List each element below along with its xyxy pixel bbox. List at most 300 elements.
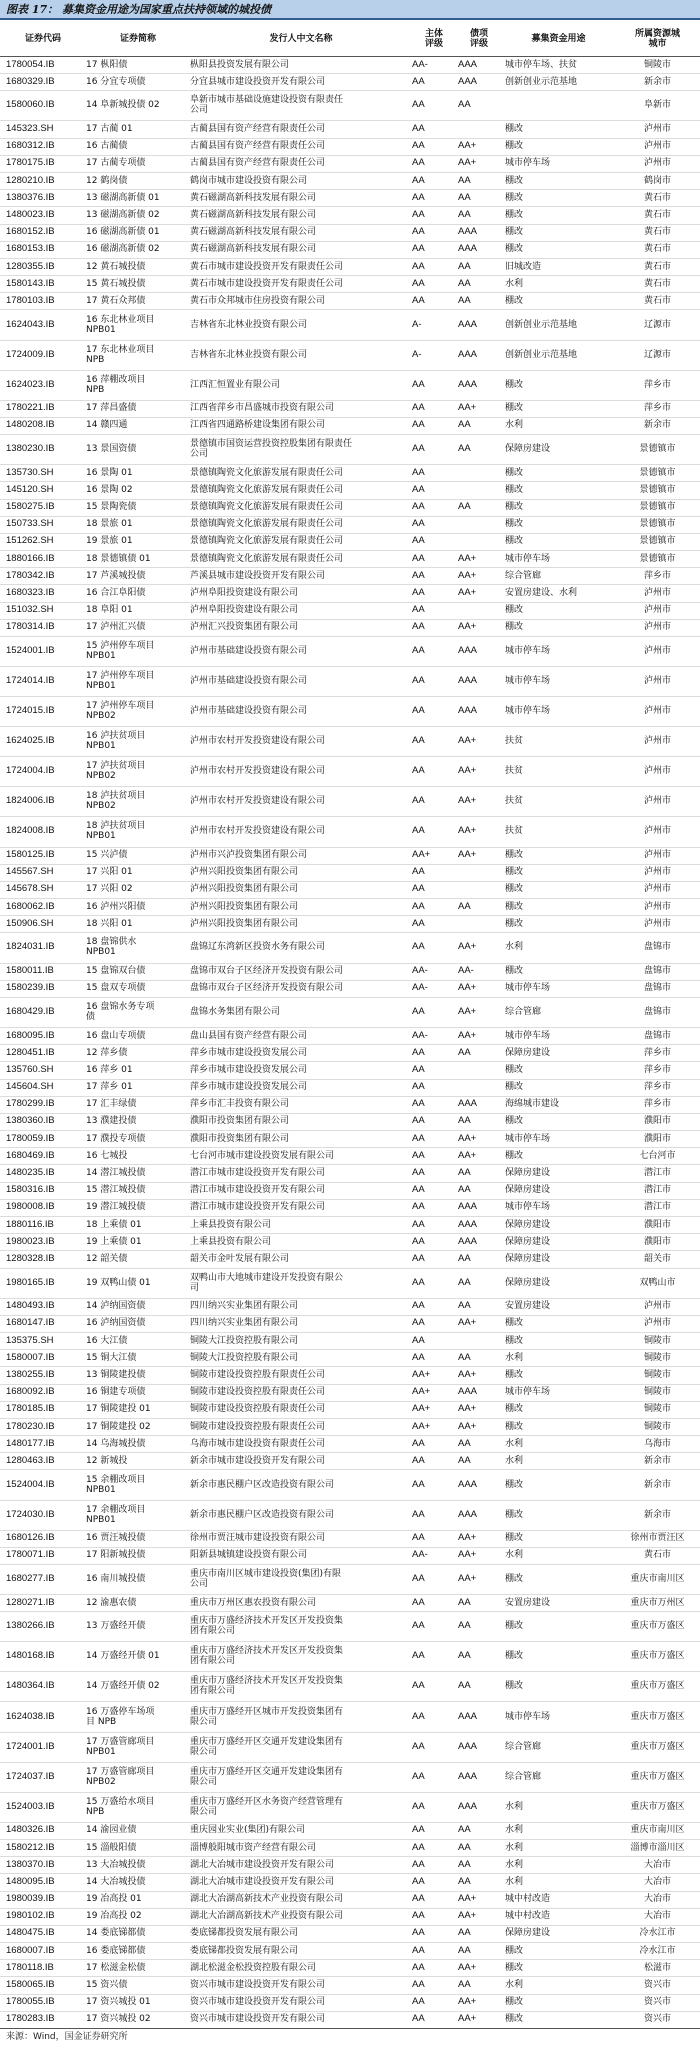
- cell-city: 重庆市万盛区: [630, 1621, 685, 1632]
- table-row: [0, 1164, 700, 1182]
- cell-city: 泸州市: [643, 766, 671, 777]
- header-issuer-rating: 主体 评级: [424, 29, 443, 49]
- cell-bond-rating: AA+: [458, 1996, 477, 2008]
- cell-issuer-rating: AA: [412, 1979, 425, 1991]
- cell-bond-rating: AA: [458, 1351, 471, 1363]
- cell-city: 乌海市: [643, 1438, 671, 1449]
- cell-issuer-rating: AA: [412, 866, 425, 878]
- cell-bond-rating: [458, 516, 500, 533]
- cell-name: 17 铜陵建投 01: [86, 1404, 151, 1415]
- cell-issuer: 江西汇恒置业有限公司: [190, 379, 281, 390]
- cell-issuer: 重庆市万盛经开区水务资产经营管理有 限公司: [190, 1796, 344, 1817]
- cell-code: 1580316.IB: [6, 1184, 55, 1196]
- cell-issuer-rating: AA: [412, 1532, 425, 1544]
- cell-issuer-rating: AA: [412, 99, 425, 111]
- cell-issuer: 泸州市农村开发投资建设有限公司: [190, 736, 326, 747]
- cell-code: 1780071.IB: [6, 1549, 55, 1561]
- cell-fund-use: 保障房建设: [505, 1253, 551, 1264]
- cell-issuer: 湖北大冶湖高新技术产业投资有限公司: [190, 1894, 344, 1905]
- cell-issuer-rating: A-: [412, 348, 422, 360]
- cell-bond-rating: AA: [458, 419, 471, 431]
- cell-fund-use: 城市停车场: [505, 983, 551, 994]
- cell-code: 1480235.IB: [6, 1167, 55, 1179]
- cell-issuer-rating: A-: [412, 318, 422, 330]
- cell-bond-rating: AAA: [458, 243, 478, 255]
- cell-fund-use: 棚改: [505, 175, 524, 186]
- cell-fund-use: [505, 90, 615, 120]
- cell-name: 15 铜大江债: [86, 1352, 137, 1363]
- cell-bond-rating: AAA: [458, 75, 478, 87]
- table-row: [0, 1701, 700, 1732]
- cell-issuer: 萍乡市汇丰投资有限公司: [190, 1099, 290, 1110]
- cell-city: 黄石市: [643, 209, 671, 220]
- cell-issuer-rating: AA: [412, 1081, 425, 1093]
- table-row: [0, 1671, 700, 1702]
- cell-issuer: 四川纳兴实业集团有限公司: [190, 1318, 299, 1329]
- cell-city: 黄石市: [643, 227, 671, 238]
- cell-code: 1680007.IB: [6, 1944, 55, 1956]
- cell-issuer-rating: AA: [412, 883, 425, 895]
- cell-issuer: 江西省萍乡市昌盛城市投资有限公司: [190, 403, 335, 414]
- cell-city: 盘锦市: [643, 1006, 671, 1017]
- cell-city: 铜陵市: [643, 1335, 671, 1346]
- table-row: [0, 786, 700, 817]
- cell-code: 1780059.IB: [6, 1132, 55, 1144]
- cell-city: 新余市: [643, 420, 671, 431]
- cell-name: 17 铜陵建投 02: [86, 1421, 151, 1432]
- cell-bond-rating: AA+: [458, 1368, 477, 1380]
- cell-issuer-rating: AA: [412, 569, 425, 581]
- cell-code: 1380360.IB: [6, 1115, 55, 1127]
- cell-issuer-rating: AA: [412, 1910, 425, 1922]
- cell-issuer-rating: AA: [412, 1893, 425, 1905]
- cell-code: 1580007.IB: [6, 1351, 55, 1363]
- cell-name: 13 万盛经开债: [86, 1621, 146, 1632]
- cell-city: 萍乡市: [643, 403, 671, 414]
- cell-bond-rating: AA+: [458, 1132, 477, 1144]
- cell-bond-rating: AAA: [458, 1386, 478, 1398]
- cell-fund-use: 水利: [505, 1352, 524, 1363]
- table-row: [0, 155, 700, 173]
- cell-fund-use: 棚改: [505, 884, 524, 895]
- cell-issuer-rating: AA: [412, 1961, 425, 1973]
- cell-name: 17 阳新城投债: [86, 1550, 146, 1561]
- cell-bond-rating: AA+: [458, 941, 477, 953]
- cell-code: 1680092.IB: [6, 1386, 55, 1398]
- cell-issuer: 重庆市万盛经济技术开发区开发投资集 团有限公司: [190, 1616, 344, 1637]
- cell-name: 16 泸扶贫项目 NPB01: [86, 731, 146, 752]
- cell-issuer: 湖北大冶城市建设投资开发有限公司: [190, 1876, 335, 1887]
- cell-name: 17 汇丰绿债: [86, 1099, 137, 1110]
- cell-code: 1780230.IB: [6, 1420, 55, 1432]
- cell-bond-rating: AAA: [458, 1710, 478, 1722]
- cell-issuer-rating: AA: [412, 1620, 425, 1632]
- cell-name: 17 泸州汇兴债: [86, 622, 146, 633]
- table-row: [0, 1925, 700, 1943]
- cell-issuer-rating: AA: [412, 1115, 425, 1127]
- table-title: 图表 17： 募集资金用途为国家重点扶持领域的城投债: [0, 0, 700, 20]
- cell-code: 1980039.IB: [6, 1893, 55, 1905]
- cell-name: 14 大冶城投债: [86, 1876, 146, 1887]
- cell-issuer-rating: AA: [412, 1858, 425, 1870]
- cell-issuer: 泸州市农村开发投资建设有限公司: [190, 796, 326, 807]
- cell-code: 1824008.IB: [6, 825, 55, 837]
- cell-city: 黄石市: [643, 295, 671, 306]
- table-row: [0, 915, 700, 933]
- cell-issuer: 泸州兴阳投资集团有限公司: [190, 918, 299, 929]
- cell-bond-rating: [458, 1079, 500, 1096]
- cell-code: 1680147.IB: [6, 1317, 55, 1329]
- cell-name: 14 阜新城投债 02: [86, 100, 160, 111]
- cell-issuer: 重庆市南川区城市建设投资(集团)有限 公司: [190, 1569, 342, 1590]
- cell-city: 泸州市: [643, 622, 671, 633]
- cell-city: 资兴市: [643, 1997, 671, 2008]
- cell-issuer-rating: AA: [412, 1252, 425, 1264]
- cell-code: 1680152.IB: [6, 226, 55, 238]
- table-row: [0, 516, 700, 534]
- cell-city: 潜江市: [643, 1202, 671, 1213]
- table-row: [0, 370, 700, 401]
- cell-issuer: 景德镇陶瓷文化旅游发展有限责任公司: [190, 502, 344, 513]
- table-row: [0, 864, 700, 882]
- cell-fund-use: 棚改: [505, 850, 524, 861]
- cell-bond-rating: AA: [458, 1944, 471, 1956]
- cell-bond-rating: AA+: [458, 140, 477, 152]
- cell-fund-use: 创新创业示范基地: [505, 349, 578, 360]
- table-row: [0, 1298, 700, 1316]
- cell-city: 濮阳市: [643, 1133, 671, 1144]
- cell-issuer-rating: AA: [412, 75, 425, 87]
- cell-code: 1880166.IB: [6, 552, 55, 564]
- cell-issuer: 湖北大冶城市建设投资开发有限公司: [190, 1859, 335, 1870]
- cell-name: 15 资兴债: [86, 1980, 128, 1991]
- cell-issuer-rating: AA: [412, 243, 425, 255]
- cell-issuer: 新余市惠民棚户区改造投资有限公司: [190, 1479, 335, 1490]
- table-row: [0, 90, 700, 121]
- cell-fund-use: 水利: [505, 1438, 524, 1449]
- cell-name: 17 资兴城投 01: [86, 1997, 151, 2008]
- cell-code: 1680469.IB: [6, 1149, 55, 1161]
- table-row: [0, 258, 700, 276]
- cell-bond-rating: AA+: [458, 1573, 477, 1585]
- cell-city: 泸州市: [643, 918, 671, 929]
- cell-city: 泸州市: [643, 646, 671, 657]
- cell-issuer-rating: AA: [412, 1841, 425, 1853]
- cell-name: 17 萍昌盛债: [86, 403, 137, 414]
- cell-issuer-rating: AA: [412, 174, 425, 186]
- table-row: [0, 1096, 700, 1114]
- table-row: [0, 1547, 700, 1565]
- cell-name: 17 泸州停车项目 NPB01: [86, 671, 155, 692]
- cell-issuer: 景德镇陶瓷文化旅游发展有限责任公司: [190, 467, 344, 478]
- table-row: [0, 1564, 700, 1595]
- cell-issuer: 潜江市城市建设投资开发有限公司: [190, 1202, 326, 1213]
- cell-code: 1624043.IB: [6, 318, 55, 330]
- cell-name: 17 古蔺 01: [86, 124, 133, 135]
- cell-issuer: 泸州市基础建设投资有限公司: [190, 706, 308, 717]
- table-row: [0, 963, 700, 981]
- cell-city: 冷水江市: [639, 1945, 676, 1956]
- cell-fund-use: 棚改: [505, 605, 524, 616]
- cell-fund-use: 安置房建设、水利: [505, 588, 578, 599]
- cell-code: 1380370.IB: [6, 1858, 55, 1870]
- cell-issuer: 黄石磁湖高新科技发展有限公司: [190, 227, 317, 238]
- cell-issuer: 重庆市万盛经济技术开发区开发投资集 团有限公司: [190, 1646, 344, 1667]
- table-row: [0, 898, 700, 916]
- cell-fund-use: 水利: [505, 942, 524, 953]
- cell-issuer-rating: AA+: [412, 849, 431, 861]
- cell-issuer: 铜陵市建设投资控股有限责任公司: [190, 1369, 326, 1380]
- cell-code: 1680126.IB: [6, 1532, 55, 1544]
- cell-code: 1724009.IB: [6, 348, 55, 360]
- table-row: [0, 1908, 700, 1926]
- cell-issuer-rating: AA: [412, 1276, 425, 1288]
- cell-name: 13 磁湖高新债 02: [86, 209, 160, 220]
- cell-bond-rating: AA: [458, 191, 471, 203]
- cell-fund-use: 棚改: [505, 1945, 524, 1956]
- cell-bond-rating: AAA: [458, 1740, 478, 1752]
- cell-issuer: 江西省四通路桥建设集团有限公司: [190, 420, 326, 431]
- table-row: [0, 1418, 700, 1436]
- cell-name: 16 泸州兴阳债: [86, 901, 146, 912]
- cell-bond-rating: [458, 120, 500, 137]
- cell-city: 重庆市万盛区: [630, 1711, 685, 1722]
- cell-fund-use: 棚改: [505, 867, 524, 878]
- cell-fund-use: 保障房建设: [505, 1185, 551, 1196]
- cell-name: 19 冶高投 02: [86, 1911, 142, 1922]
- cell-name: 12 黄石城投债: [86, 261, 146, 272]
- cell-issuer-rating: AA: [412, 621, 425, 633]
- cell-city: 新余市: [643, 1509, 671, 1520]
- table-row: [0, 1959, 700, 1977]
- cell-name: 16 萍乡 01: [86, 1064, 133, 1075]
- cell-issuer: 上乘县投资有限公司: [190, 1219, 272, 1230]
- cell-bond-rating: AA+: [458, 849, 477, 861]
- cell-code: 1680429.IB: [6, 1005, 55, 1017]
- cell-name: 17 濮投专项债: [86, 1133, 146, 1144]
- table-row: [0, 1366, 700, 1384]
- cell-bond-rating: AA: [458, 1841, 471, 1853]
- cell-name: 17 古蔺专项债: [86, 158, 146, 169]
- cell-name: 15 盘锦双台债: [86, 966, 146, 977]
- cell-issuer-rating: AA-: [412, 982, 428, 994]
- cell-fund-use: 棚改: [505, 141, 524, 152]
- cell-issuer-rating: AA+: [412, 1420, 431, 1432]
- cell-issuer: 芦溪县城市建设投资开发有限公司: [190, 570, 326, 581]
- table-row: [0, 980, 700, 998]
- cell-issuer: 萍乡市城市建设投资发展公司: [190, 1082, 308, 1093]
- table-row: [0, 56, 700, 74]
- cell-name: 18 阜阳 01: [86, 605, 133, 616]
- cell-code: 1624025.IB: [6, 735, 55, 747]
- cell-bond-rating: AA: [458, 1184, 471, 1196]
- cell-city: 泸州市: [643, 605, 671, 616]
- cell-bond-rating: AA: [458, 1300, 471, 1312]
- cell-city: 泸州市: [643, 736, 671, 747]
- cell-city: 泸州市: [643, 588, 671, 599]
- cell-code: 1480095.IB: [6, 1875, 55, 1887]
- cell-name: 14 万盛经开债 02: [86, 1681, 160, 1692]
- cell-issuer: 铜陵大江投资控股有限公司: [190, 1335, 299, 1346]
- table-row: [0, 1500, 700, 1531]
- cell-fund-use: 棚改: [505, 519, 524, 530]
- cell-issuer-rating: AA: [412, 277, 425, 289]
- cell-name: 16 盘锦水务专项 债: [86, 1001, 155, 1022]
- cell-city: 盘锦市: [643, 983, 671, 994]
- cell-issuer: 铜陵市建设投资控股有限责任公司: [190, 1404, 326, 1415]
- cell-bond-rating: AA: [458, 1167, 471, 1179]
- cell-issuer-rating: AA: [412, 1300, 425, 1312]
- cell-issuer: 古蔺县国有资产经营有限责任公司: [190, 158, 326, 169]
- cell-issuer-rating: AA: [412, 1944, 425, 1956]
- cell-code: 1480168.IB: [6, 1650, 55, 1662]
- cell-city: 重庆市南川区: [630, 1825, 685, 1836]
- cell-bond-rating: AA: [458, 99, 471, 111]
- cell-name: 17 兴阳 02: [86, 884, 133, 895]
- cell-city: 重庆市万州区: [630, 1597, 685, 1608]
- cell-code: 150906.SH: [6, 917, 54, 929]
- cell-issuer-rating: AA: [412, 123, 425, 135]
- cell-issuer: 黄石磁湖高新科技发展有限公司: [190, 209, 317, 220]
- cell-bond-rating: AAA: [458, 1098, 478, 1110]
- cell-city: 铜陵市: [643, 1421, 671, 1432]
- cell-bond-rating: [458, 533, 500, 550]
- cell-issuer: 娄底锑都投资发展有限公司: [190, 1928, 299, 1939]
- table-row: [0, 1530, 700, 1548]
- cell-name: 16 泸纳国资债: [86, 1318, 146, 1329]
- table-row: [0, 189, 700, 207]
- cell-issuer-rating: AA: [412, 208, 425, 220]
- cell-name: 16 合江阜阳债: [86, 588, 146, 599]
- cell-issuer-rating: AA+: [412, 1403, 431, 1415]
- cell-name: 17 资兴城投 02: [86, 2014, 151, 2025]
- cell-fund-use: 水利: [505, 1876, 524, 1887]
- cell-fund-use: 扶贫: [505, 826, 524, 837]
- cell-code: 1580060.IB: [6, 99, 55, 111]
- cell-city: 萍乡市: [643, 1064, 671, 1075]
- cell-bond-rating: AA+: [458, 2013, 477, 2025]
- source-note: 来源：Wind，国金证券研究所: [0, 2028, 700, 2045]
- cell-name: 13 濮建投债: [86, 1116, 137, 1127]
- cell-fund-use: 城市停车场: [505, 706, 551, 717]
- cell-city: 泸州市: [643, 141, 671, 152]
- table-row: [0, 309, 700, 340]
- cell-city: 泸州市: [643, 884, 671, 895]
- cell-bond-rating: AA: [458, 1437, 471, 1449]
- cell-city: 泸州市: [643, 850, 671, 861]
- table-row: [0, 1976, 700, 1994]
- cell-issuer-rating: AA: [412, 765, 425, 777]
- cell-issuer: 淄博般阳城市资产经营有限公司: [190, 1842, 317, 1853]
- cell-fund-use: 棚改: [505, 209, 524, 220]
- cell-bond-rating: AA+: [458, 157, 477, 169]
- cell-fund-use: 水利: [505, 1825, 524, 1836]
- cell-bond-rating: AAA: [458, 1201, 478, 1213]
- table-row: [0, 172, 700, 190]
- cell-issuer-rating: AA: [412, 1351, 425, 1363]
- cell-issuer: 新余市城市建设投资开发有限公司: [190, 1455, 326, 1466]
- cell-name: 19 潜江城投债: [86, 1202, 146, 1213]
- cell-bond-rating: [458, 864, 500, 881]
- cell-city: 泸州市: [643, 124, 671, 135]
- cell-name: 19 双鸭山债 01: [86, 1277, 151, 1288]
- cell-issuer: 双鸭山市大地城市建设开发投资有限公 司: [190, 1272, 344, 1293]
- cell-issuer-rating: AA: [412, 705, 425, 717]
- cell-code: 1280463.IB: [6, 1454, 55, 1466]
- table-row: [0, 666, 700, 697]
- cell-code: 1880116.IB: [6, 1218, 54, 1230]
- cell-bond-rating: AAA: [458, 645, 478, 657]
- cell-bond-rating: AAA: [458, 1800, 478, 1812]
- cell-name: 16 磁湖高新债 02: [86, 244, 160, 255]
- cell-issuer-rating: AA: [412, 1800, 425, 1812]
- cell-issuer: 景德镇陶瓷文化旅游发展有限责任公司: [190, 484, 344, 495]
- cell-fund-use: 棚改: [505, 1681, 524, 1692]
- cell-city: 萍乡市: [643, 570, 671, 581]
- cell-issuer-rating: AA: [412, 140, 425, 152]
- cell-bond-rating: AA: [458, 1875, 471, 1887]
- table-row: [0, 292, 700, 310]
- cell-fund-use: 城市停车场: [505, 1202, 551, 1213]
- table-row: [0, 636, 700, 667]
- cell-bond-rating: AA: [458, 1927, 471, 1939]
- cell-bond-rating: AA: [458, 277, 471, 289]
- cell-fund-use: 棚改: [505, 1997, 524, 2008]
- cell-name: 13 磁湖高新债 01: [86, 192, 160, 203]
- cell-bond-rating: AA: [458, 174, 471, 186]
- table-row: [0, 567, 700, 585]
- cell-issuer-rating: AA: [412, 1875, 425, 1887]
- cell-issuer-rating: AA: [412, 735, 425, 747]
- cell-code: 151032.SH: [6, 604, 54, 616]
- cell-bond-rating: AA+: [458, 569, 477, 581]
- cell-fund-use: 棚改: [505, 484, 524, 495]
- cell-bond-rating: AA+: [458, 1317, 477, 1329]
- cell-name: 15 淄般阳债: [86, 1842, 137, 1853]
- cell-city: 淄博市淄川区: [630, 1842, 685, 1853]
- cell-code: 1724001.IB: [6, 1740, 55, 1752]
- cell-bond-rating: AAA: [458, 675, 478, 687]
- cell-city: 景德镇市: [639, 444, 676, 455]
- cell-fund-use: 棚改: [505, 467, 524, 478]
- table-row: [0, 1994, 700, 2012]
- cell-issuer: 盘锦水务集团有限公司: [190, 1006, 281, 1017]
- cell-code: 1580212.IB: [6, 1841, 55, 1853]
- cell-name: 13 铜陵建投债: [86, 1369, 146, 1380]
- cell-code: 1980023.IB: [6, 1235, 55, 1247]
- cell-bond-rating: AA+: [458, 587, 477, 599]
- cell-issuer: 湖北大冶湖高新技术产业投资有限公司: [190, 1911, 344, 1922]
- cell-city: 景德镇市: [639, 484, 676, 495]
- cell-issuer: 泸州兴阳投资集团有限公司: [190, 867, 299, 878]
- cell-issuer: 泸州市农村开发投资建设有限公司: [190, 826, 326, 837]
- table-row: [0, 1216, 700, 1234]
- table-row: [0, 1762, 700, 1793]
- cell-issuer-rating: AA: [412, 1098, 425, 1110]
- cell-issuer-rating: AA: [412, 1680, 425, 1692]
- cell-name: 17 东北林业项目 NPB: [86, 344, 155, 365]
- cell-bond-rating: AA+: [458, 1893, 477, 1905]
- cell-code: 1724014.IB: [6, 675, 55, 687]
- cell-issuer-rating: AA: [412, 1478, 425, 1490]
- cell-city: 鹤岗市: [643, 175, 671, 186]
- cell-bond-rating: [458, 881, 500, 898]
- table-row: [0, 2011, 700, 2029]
- cell-bond-rating: [458, 1061, 500, 1078]
- cell-fund-use: 水利: [505, 1550, 524, 1561]
- cell-issuer: 泸州阜阳投资建设有限公司: [190, 605, 299, 616]
- cell-fund-use: 扶贫: [505, 736, 524, 747]
